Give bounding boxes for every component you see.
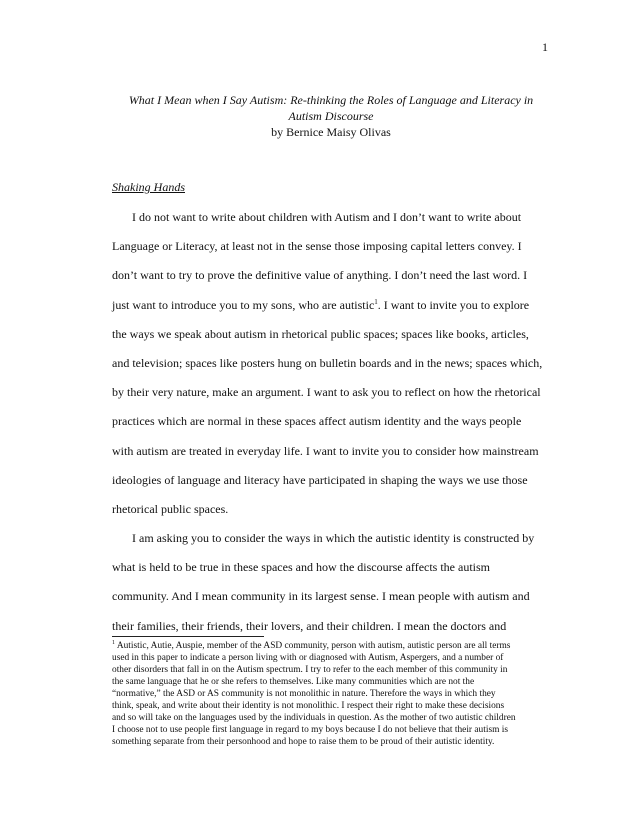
footnote-line-text: Autistic, Autie, Auspie, member of the ASD community, person with autism, autistic person are all terms xyxy=(115,641,511,651)
body-line: don’t want to try to prove the definitive value of anything. I don’t need the last word. I xyxy=(112,268,528,283)
body-line: I am asking you to consider the ways in which the autistic identity is constructed by xyxy=(132,531,535,546)
body-line: with autism are treated in everyday life. I want to invite you to consider how mainstream xyxy=(112,443,539,458)
body-line: by their very nature, make an argument. I want to ask you to reflect on how the rhetorical xyxy=(112,385,541,400)
body-line: community. And I mean community in its largest sense. I mean people with autism and xyxy=(112,589,530,604)
body-line-text: just want to introduce you to my sons, who are autistic xyxy=(112,297,375,312)
footnote-line: “normative,” the ASD or AS community is not monolithic in nature. Therefore the ways in which they xyxy=(112,689,496,699)
author-byline: by Bernice Maisy Olivas xyxy=(271,125,391,139)
footnote-separator xyxy=(112,636,264,637)
body-line-text: . I want to invite you to explore xyxy=(377,297,530,312)
footnote-line: the same language that he or she refers to themselves. Like many communities which are not the xyxy=(112,677,475,687)
body-text xyxy=(112,203,550,641)
paper-title-block xyxy=(112,92,550,140)
footnote-line xyxy=(112,640,552,652)
body-line: rhetorical public spaces. xyxy=(112,501,229,516)
footnote xyxy=(112,640,552,748)
paper-title-line-2: Autism Discourse xyxy=(288,109,374,123)
body-line: practices which are normal in these spaces affect autism identity and the ways people xyxy=(112,414,522,429)
page-number: 1 xyxy=(542,40,548,54)
paper-title-line-1: What I Mean when I Say Autism: Re-thinking the Roles of Language and Literacy in xyxy=(128,93,534,107)
footnote-line: and so will take on the languages used by the individuals in question. As the mother of two autistic children xyxy=(112,713,516,723)
footnote-line: used in this paper to indicate a person living with or diagnosed with Autism, Aspergers, and a number of xyxy=(112,653,504,663)
footnote-reference[interactable]: 1 xyxy=(374,297,378,306)
body-line: and television; spaces like posters hung on bulletin boards and in the news; spaces which, xyxy=(112,355,543,370)
body-line: ideologies of language and literacy have participated in shaping the ways we use those xyxy=(112,472,528,487)
body-line: I do not want to write about children with Autism and I don’t want to write about xyxy=(132,210,522,224)
footnote-line: I choose not to use people first language in regard to my boys because I do not believe that their autism is xyxy=(112,725,508,735)
footnote-line: something separate from their personhood and hope to raise them to be proud of their autistic identity. xyxy=(112,737,495,747)
body-line: their families, their friends, their lovers, and their children. I mean the doctors and xyxy=(112,618,507,633)
footnote-line: other disorders that fall in on the Autism spectrum. I try to refer to the each member of this community in xyxy=(112,665,508,675)
section-heading: Shaking Hands xyxy=(112,180,185,194)
footnote-line: think, speak, and write about their identity is not monolithic. I respect their right to make these decisions xyxy=(112,701,505,711)
body-line xyxy=(112,291,550,320)
body-line: Language or Literacy, at least not in the sense those imposing capital letters convey. I xyxy=(112,239,522,254)
body-line: what is held to be true in these spaces and how the discourse affects the autism xyxy=(112,560,491,575)
body-line: the ways we speak about autism in rhetorical public spaces; spaces like books, articles, xyxy=(112,326,529,341)
footnote-marker: 1 xyxy=(112,639,115,646)
